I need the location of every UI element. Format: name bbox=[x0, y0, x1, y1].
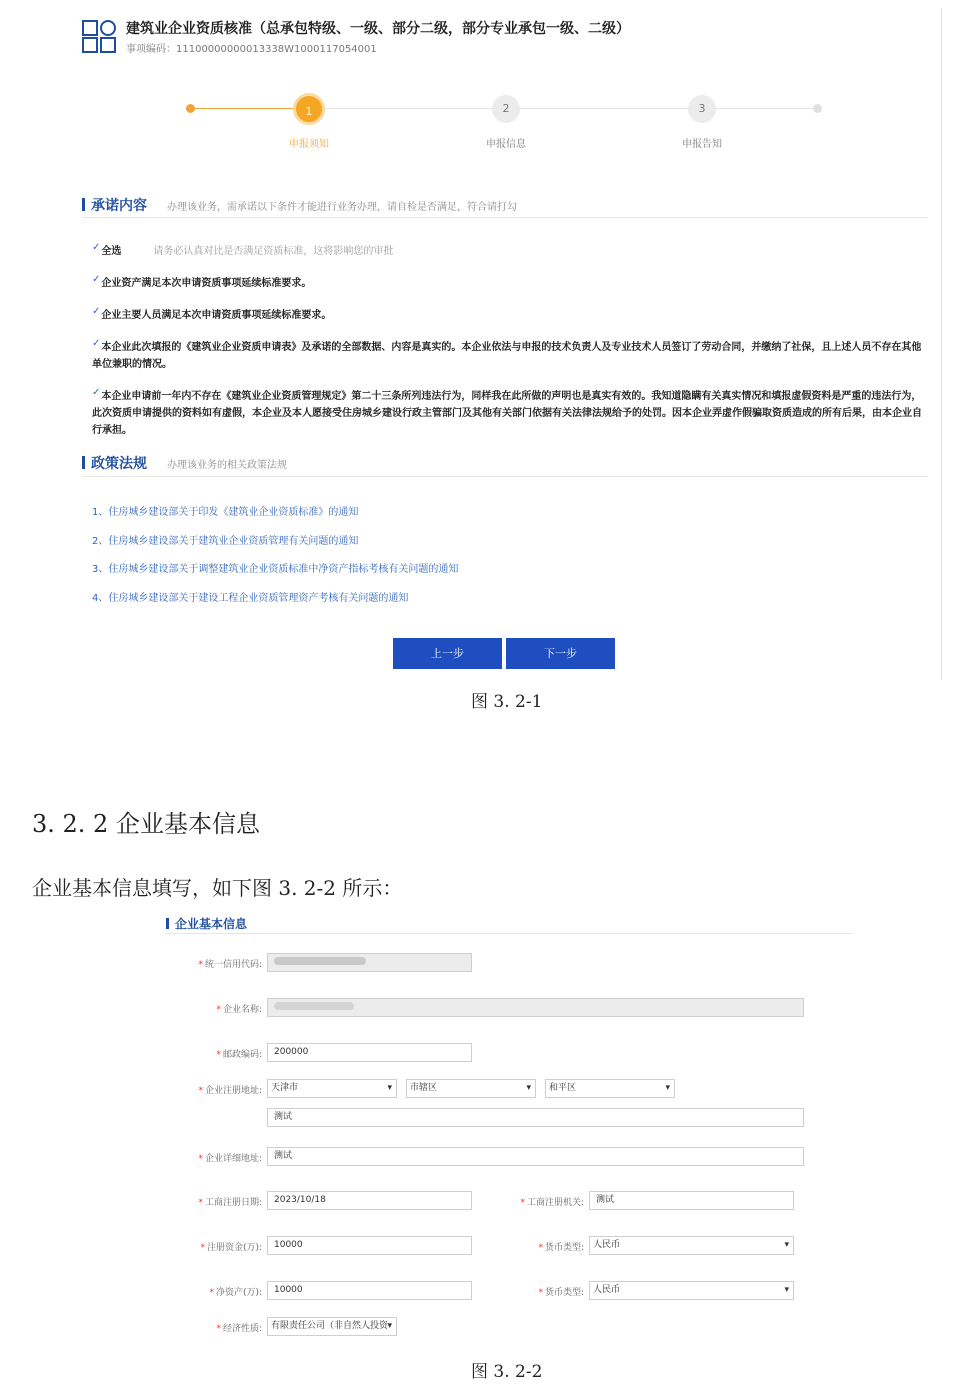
policy-link-4[interactable]: 4、住房城乡建设部关于建设工程企业资质管理资产考核有关问题的通知 bbox=[92, 593, 409, 604]
step-2-circle[interactable]: 2 bbox=[492, 95, 520, 123]
commitment-desc: 办理该业务，需承诺以下条件才能进行业务办理，请自检是否满足，符合请打勾 bbox=[167, 202, 517, 213]
detail-address-label: * 企业详细地址: bbox=[198, 1154, 262, 1164]
section-marker bbox=[82, 198, 85, 211]
prev-step-button[interactable]: 上一步 bbox=[393, 638, 502, 669]
checkmark-icon: ✓ bbox=[92, 306, 101, 317]
commitment-item-4[interactable] bbox=[92, 388, 930, 439]
page-title: 建筑业企业资质核准（总承包特级、一级、部分二级，部分专业承包一级、二级） bbox=[126, 21, 630, 37]
commitment-item-2[interactable] bbox=[92, 307, 932, 324]
policy-link-1[interactable]: 1、住房城乡建设部关于印发《建筑业企业资质标准》的通知 bbox=[92, 507, 359, 518]
redacted-value bbox=[274, 957, 366, 965]
net-assets-input[interactable]: 10000 bbox=[267, 1281, 472, 1300]
checkmark-icon: ✓ bbox=[92, 387, 101, 398]
figure-border bbox=[941, 8, 942, 680]
step-line-done bbox=[190, 108, 308, 109]
district-select[interactable]: 市辖区 ▾ bbox=[406, 1079, 536, 1098]
divider bbox=[166, 933, 852, 934]
policy-link-3[interactable]: 3、住房城乡建设部关于调整建筑业企业资质标准中净资产指标考核有关问题的通知 bbox=[92, 564, 459, 575]
checkmark-icon: ✓ bbox=[92, 338, 101, 349]
divider bbox=[82, 476, 928, 477]
step-line-pending bbox=[324, 108, 818, 109]
checkmark-icon: ✓ bbox=[92, 274, 101, 285]
credit-code-label: * 统一信用代码: bbox=[198, 960, 262, 970]
commitment-item-text: 本企业此次填报的《建筑业企业资质申请表》及承诺的全部数据、内容是真实的。本企业依法与申报的技术负责人及专业技术人员签订了劳动合同，并缴纳了社保，且上述人员不存在其他单位兼职的情况。 bbox=[92, 342, 922, 370]
redacted-value bbox=[274, 1002, 354, 1010]
section-paragraph: 企业基本信息填写，如下图 3. 2-2 所示： bbox=[32, 876, 403, 900]
commitment-item-text: 企业主要人员满足本次申请资质事项延续标准要求。 bbox=[101, 310, 332, 321]
policy-title: 政策法规 bbox=[91, 456, 147, 472]
item-code: 事项编码：11100000000013338W1000117054001 bbox=[126, 44, 377, 55]
currency-type-select-2[interactable]: 人民币 ▾ bbox=[589, 1281, 794, 1300]
postcode-label: * 邮政编码: bbox=[216, 1050, 262, 1060]
select-all-hint: 请务必认真对比是否满足资质标准，这将影响您的审批 bbox=[153, 246, 394, 257]
commitment-item-text: 企业资产满足本次申请资质事项延续标准要求。 bbox=[101, 278, 312, 289]
economic-nature-select[interactable]: 有限责任公司（非自然人投资 ▾ bbox=[267, 1317, 397, 1336]
checkmark-icon: ✓ bbox=[92, 242, 101, 253]
company-name-field[interactable] bbox=[267, 998, 804, 1017]
company-name-label: * 企业名称: bbox=[216, 1005, 262, 1015]
area-select[interactable]: 和平区 ▾ bbox=[545, 1079, 675, 1098]
detail-address-input[interactable]: 测试 bbox=[267, 1147, 804, 1166]
divider bbox=[82, 217, 928, 218]
policy-section-header bbox=[82, 453, 287, 473]
policy-desc: 办理该业务的相关政策法规 bbox=[167, 460, 287, 471]
step-1-label: 申报须知 bbox=[289, 139, 329, 150]
currency-type-label: * 货币类型: bbox=[538, 1243, 584, 1253]
step-end-dot bbox=[813, 104, 822, 113]
reg-authority-label: * 工商注册机关: bbox=[520, 1198, 584, 1208]
commitment-title: 承诺内容 bbox=[91, 198, 147, 214]
step-3-circle[interactable]: 3 bbox=[688, 95, 716, 123]
section-marker bbox=[82, 456, 85, 469]
city-select[interactable]: 天津市 ▾ bbox=[267, 1079, 397, 1098]
currency-type-label-2: * 货币类型: bbox=[538, 1288, 584, 1298]
economic-nature-label: * 经济性质: bbox=[216, 1324, 262, 1334]
postcode-input[interactable]: 200000 bbox=[267, 1043, 472, 1062]
reg-authority-input[interactable]: 测试 bbox=[589, 1191, 794, 1210]
next-step-button[interactable]: 下一步 bbox=[506, 638, 615, 669]
commitment-section-header bbox=[82, 195, 517, 215]
reg-capital-input[interactable]: 10000 bbox=[267, 1236, 472, 1255]
net-assets-label: * 净资产(万): bbox=[209, 1288, 262, 1298]
basic-info-header bbox=[166, 913, 247, 932]
section-heading: 3. 2. 2 企业基本信息 bbox=[32, 810, 260, 838]
select-all-label: 全选 bbox=[101, 246, 122, 257]
commitment-item-1[interactable] bbox=[92, 275, 932, 292]
basic-info-title: 企业基本信息 bbox=[175, 917, 248, 931]
figure-caption-1: 图 3. 2-1 bbox=[471, 692, 543, 712]
reg-address-detail-input[interactable]: 测试 bbox=[267, 1108, 804, 1127]
credit-code-field[interactable] bbox=[267, 953, 472, 972]
reg-date-label: * 工商注册日期: bbox=[198, 1198, 262, 1208]
step-start-dot bbox=[186, 104, 195, 113]
reg-date-input[interactable]: 2023/10/18 bbox=[267, 1191, 472, 1210]
commitment-item-3[interactable] bbox=[92, 339, 930, 373]
section-marker bbox=[166, 918, 169, 929]
reg-capital-label: * 注册资金(万): bbox=[200, 1243, 262, 1253]
reg-address-label: * 企业注册地址: bbox=[198, 1086, 262, 1096]
step-2-label: 申报信息 bbox=[486, 139, 526, 150]
policy-link-2[interactable]: 2、住房城乡建设部关于建筑业企业资质管理有关问题的通知 bbox=[92, 536, 359, 547]
currency-type-select[interactable]: 人民币 ▾ bbox=[589, 1236, 794, 1255]
figure-caption-2: 图 3. 2-2 bbox=[471, 1362, 543, 1382]
step-3-label: 申报告知 bbox=[682, 139, 722, 150]
commitment-item-text: 本企业申请前一年内不存在《建筑业企业资质管理规定》第二十三条所列违法行为，同样我在此所做的声明也是真实有效的。我知道隐瞒有关真实情况和填报虚假资料是严重的违法行为，此次资质申请提供的资料如有虚假，本企业及本人愿接受住房城乡建设行政主管部门及其他有关部门依据有关法律法规给予的处罚。因本企业弄虚作假骗取资质造成的所有后果，由本企业自行承担。 bbox=[92, 391, 922, 436]
step-1-circle[interactable]: 1 bbox=[293, 93, 325, 125]
app-logo-icon bbox=[82, 20, 116, 52]
select-all-checkbox[interactable] bbox=[92, 243, 932, 260]
